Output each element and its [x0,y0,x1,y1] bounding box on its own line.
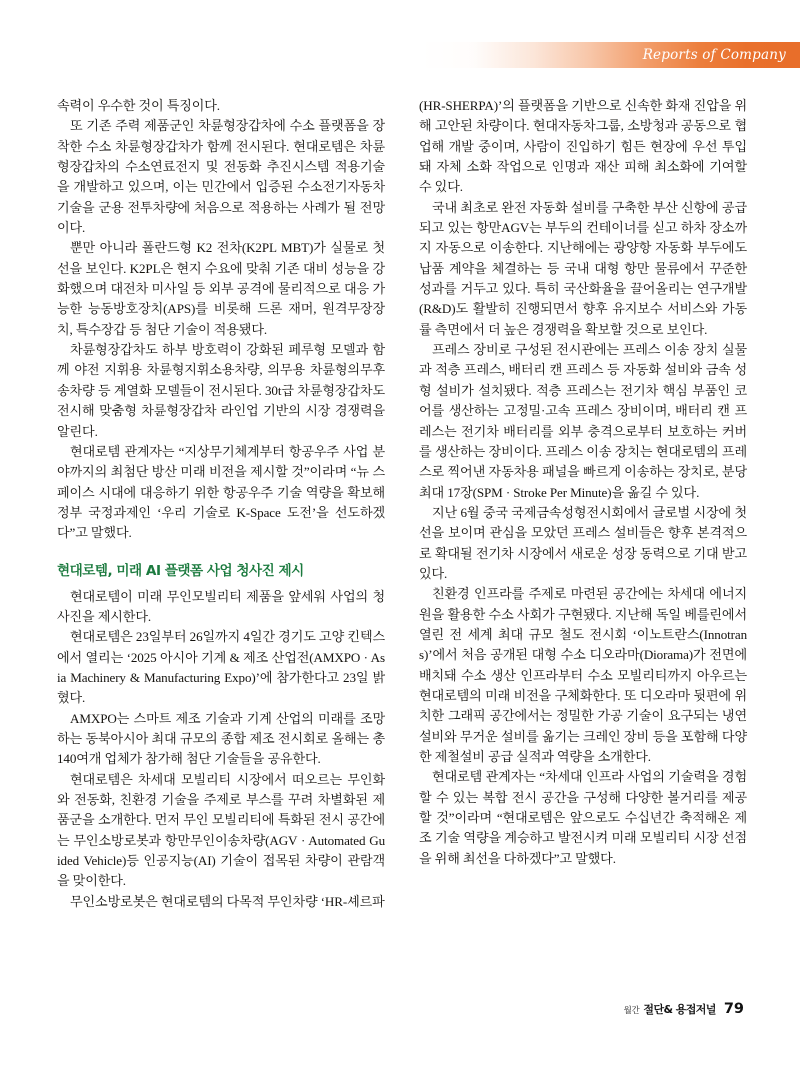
paragraph: 또 기존 주력 제품군인 차륜형장갑차에 수소 플랫폼을 장착한 수소 차륜형장갑차가 함께 전시된다. 현대로템은 차륜형장갑차의 수소연료전지 및 전동화 추진시스템 적용기술을 개발하고 있으며, 이는 민간에서 입증된 수소전기자동차기술을 군용 전투차량에 처음으로 적용하는 사례가 될 전망이다. [57,118,385,236]
paragraph: 현대로템 관계자는 “차세대 인프라 사업의 기술력을 경험할 수 있는 복합 전시 공간을 구성해 다양한 볼거리를 제공할 것”이라며 “현대로템은 앞으로도 수십년간 축적해온 제조 기술 역량을 계승하고 발전시켜 미래 모빌리티 시장 선점을 위해 최선을 다하겠다”고 말했다. [419,769,747,866]
article-body [57,96,747,926]
paragraph: 무인소방로봇은 현대로템의 다목적 무인차량 ‘HR-셰르파 [70,893,385,909]
footer-page-number: 79 [723,1001,744,1017]
paragraph: 프레스 장비로 구성된 전시관에는 프레스 이송 장치 실물과 적층 프레스, 배터리 캔 프레스 등 자동화 설비와 금속 성형 설비가 설치됐다. 적층 프레스는 전기차 핵심 부품인 코어를 생산하는 고정밀·고속 프레스 장비이며, 배터리 캔 프레스는 전기차 배터리를 외부 충격으로부터 보호하는 커버를 생산하는 장비이다. 프레스 이송 장치는 현대로템의 프레스로 찍어낸 자동차용 패널을 빠르게 이송하는 장치로, 분당 최대 17장(SPM · Stroke Per Minute)을 옮길 수 있다. [419,342,747,500]
paragraph: 현대로템은 23일부터 26일까지 4일간 경기도 고양 킨텍스에서 열리는 ‘2025 아시아 기계 & 제조 산업전(AMXPO · Asia Machinery & Manufacturing Expo)’에 참가한다고 23일 밝혔다. [57,629,385,706]
right-column [419,96,747,926]
footer-publication-prefix: 월간 [623,1006,640,1016]
paragraph: 지난 6월 중국 국제금속성형전시회에서 글로벌 시장에 첫 선을 보이며 관심을 모았던 프레스 설비들은 향후 본격적으로 확대될 전기차 시장에서 새로운 성장 동력으로 기대 받고 있다. [419,504,747,581]
paragraph: 국내 최초로 완전 자동화 설비를 구축한 부산 신항에 공급되고 있는 항만AGV는 부두의 컨테이너를 싣고 하차 장소까지 자동으로 이송한다. 지난해에는 광양항 자동화 부두에도 납품 계약을 체결하는 등 국내 대형 항만 물류에서 꾸준한 성과를 거두고 있다. 특히 국산화율을 끌어올리는 연구개발(R&D)도 활발히 진행되면서 향후 유지보수 서비스와 가동률 측면에서 더 높은 경쟁력을 확보할 것으로 보인다. [419,199,747,337]
left-column [57,96,385,926]
paragraph: 속력이 우수한 것이 특징이다. [57,98,220,113]
header-banner [420,42,800,68]
paragraph: 현대로템은 차세대 모빌리티 시장에서 떠오르는 무인화와 전동화, 친환경 기술을 주제로 부스를 꾸려 차별화된 제품군을 소개한다. 먼저 무인 모빌리티에 특화된 전시 공간에는 무인소방로봇과 항만무인이송차량(AGV · Automated Guided Vehicle)등 인공지능(AI) 기술이 접목된 차량이 관람객을 맞이한다. [57,771,385,889]
paragraph: 친환경 인프라를 주제로 마련된 공간에는 차세대 에너지원을 활용한 수소 사회가 구현됐다. 지난해 독일 베를린에서 열린 전 세계 최대 규모 철도 전시회 ‘이노트란스(Innotrans)’에서 처음 공개된 대형 수소 디오라마(Diorama)가 전면에 배치돼 수소 생산 인프라부터 수소 모빌리티까지 아우르는 현대로템의 미래 비전을 구체화한다. 또 디오라마 뒷편에 위치한 그래픽 공간에서는 정밀한 가공 기술이 요구되는 냉연설비와 무거운 설비를 옮기는 크레인 장비 등을 포함해 다양한 제철설비 공급 실적과 역량을 소개한다. [419,586,747,764]
paragraph: 차륜형장갑차도 하부 방호력이 강화된 페루형 모델과 함께 야전 지휘용 차륜형지휘소용차량, 의무용 차륜형의무후송차량 등 계열화 모델들이 전시된다. 30t급 차륜형장갑차도 전시해 맞춤형 차륜형장갑차 라인업 기반의 시장 경쟁력을 알린다. [57,342,385,439]
paragraph: AMXPO는 스마트 제조 기술과 기계 산업의 미래를 조망하는 동북아시아 최대 규모의 종합 제조 전시회로 올해는 총 140여개 업체가 참가해 첨단 기술들을 공유한다. [57,710,385,767]
section-heading: 현대로템, 미래 AI 플랫폼 사업 청사진 제시 [57,562,304,579]
page-footer [624,1001,744,1017]
footer-publication-name: 절단& 용접저널 [643,1003,716,1016]
paragraph: 현대로템이 미래 무인모빌리티 제품을 앞세워 사업의 청사진을 제시한다. [57,588,385,624]
paragraph: 뿐만 아니라 폴란드형 K2 전차(K2PL MBT)가 실물로 첫 선을 보인다. K2PL은 현지 수요에 맞춰 기존 대비 성능을 강화했으며 대전차 미사일 등 외부 공격에 물리적으로 대응 가능한 능동방호장치(APS)를 비롯해 드론 재머, 원격무장장치, 특수장갑 등 첨단 기술이 적용됐다. [57,240,385,337]
paragraph: 현대로템 관계자는 “지상무기체계부터 항공우주 사업 분야까지의 최첨단 방산 미래 비전을 제시할 것”이라며 “뉴 스페이스 시대에 대응하기 위한 항공우주 기술 역량을 확보해 정부 국정과제인 ‘우리 기술로 K-Space 도전’을 선도하겠다”고 말했다. [57,443,385,541]
header-banner-title: Reports of Company [642,47,786,63]
paragraph: (HR-SHERPA)’의 플랫폼을 기반으로 신속한 화재 진압을 위해 고안된 차량이다. 현대자동차그룹, 소방청과 공동으로 협업해 개발 중이며, 사람이 진입하기 힘든 현장에 우선 투입돼 자체 소화 작업으로 인명과 재산 피해 최소화에 기여할 수 있다. [419,98,747,195]
